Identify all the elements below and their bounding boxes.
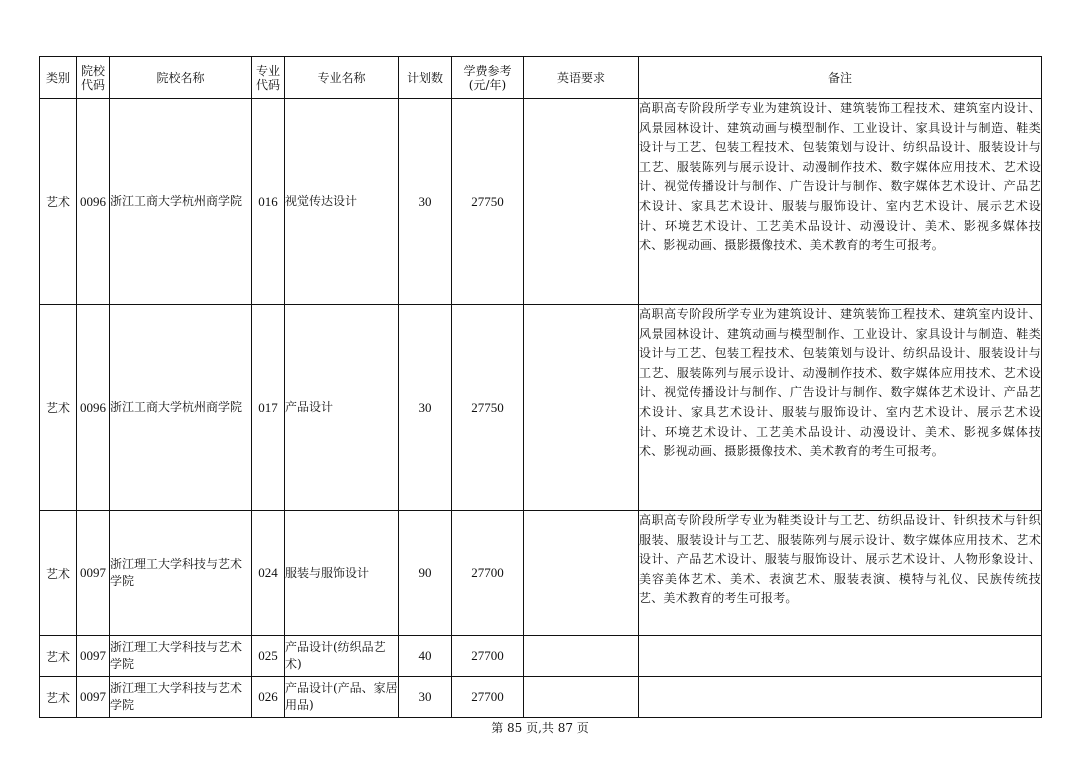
cell-major-name: 产品设计(纺织品艺术): [285, 636, 399, 677]
cell-school-code: 0097: [77, 677, 110, 718]
cell-tuition: 27700: [452, 636, 524, 677]
header-tuition: [452, 57, 524, 99]
cell-category: 艺术: [40, 677, 77, 718]
cell-major-code: 025: [252, 636, 285, 677]
header-school-code-line1: 院校: [80, 63, 105, 78]
cell-school-code: 0096: [77, 305, 110, 511]
table-row: [40, 677, 1042, 718]
cell-plan: 40: [399, 636, 452, 677]
cell-remarks: 高职高专阶段所学专业为建筑设计、建筑装饰工程技术、建筑室内设计、风景园林设计、建筑动画与模型制作、工业设计、家具设计与制造、鞋类设计与工艺、包装工程技术、包装策划与设计、纺织品设计、服装设计与工艺、服装陈列与展示设计、动漫制作技术、数字媒体应用技术、艺术设计、视觉传播设计与制作、广告设计与制作、数字媒体艺术设计、产品艺术设计、家具艺术设计、服装与服饰设计、室内艺术设计、展示艺术设计、环境艺术设计、工艺美术品设计、动漫设计、美术、影视多媒体技术、影视动画、摄影摄像技术、美术教育的考生可报考。: [639, 99, 1042, 305]
cell-school-code: 0096: [77, 99, 110, 305]
cell-major-code: 024: [252, 511, 285, 636]
cell-school-name: 浙江理工大学科技与艺术学院: [110, 677, 252, 718]
cell-school-name: 浙江工商大学杭州商学院: [110, 305, 252, 511]
cell-remarks: 高职高专阶段所学专业为鞋类设计与工艺、纺织品设计、针织技术与针织服装、服装设计与工艺、服装陈列与展示设计、数字媒体应用技术、艺术设计、产品艺术设计、服装与服饰设计、展示艺术设计、人物形象设计、美容美体艺术、美术、表演艺术、服装表演、模特与礼仪、民族传统技艺、美术教育的考生可报考。: [639, 511, 1042, 636]
cell-english: [524, 99, 639, 305]
header-major-name: 专业名称: [285, 57, 399, 99]
cell-major-code: 026: [252, 677, 285, 718]
cell-remarks: [639, 677, 1042, 718]
cell-major-code: 017: [252, 305, 285, 511]
cell-plan: 90: [399, 511, 452, 636]
cell-tuition: 27700: [452, 677, 524, 718]
cell-school-name: 浙江理工大学科技与艺术学院: [110, 511, 252, 636]
admission-plan-table: [39, 56, 1042, 718]
header-category: 类别: [40, 57, 77, 99]
cell-category: 艺术: [40, 511, 77, 636]
cell-major-code: 016: [252, 99, 285, 305]
cell-plan: 30: [399, 305, 452, 511]
header-tuition-line2: (元/年): [468, 77, 507, 92]
table-row: [40, 305, 1042, 511]
cell-tuition: 27700: [452, 511, 524, 636]
cell-english: [524, 511, 639, 636]
header-remarks: 备注: [639, 57, 1042, 99]
cell-school-name: 浙江工商大学杭州商学院: [110, 99, 252, 305]
header-major-code-line1: 专业: [255, 63, 280, 78]
header-row: [40, 57, 1042, 99]
cell-plan: 30: [399, 99, 452, 305]
header-school-code: [77, 57, 110, 99]
table-row: [40, 511, 1042, 636]
header-plan: 计划数: [399, 57, 452, 99]
cell-major-name: 产品设计(产品、家居用品): [285, 677, 399, 718]
table-row: [40, 99, 1042, 305]
header-school-code-line2: 代码: [80, 77, 105, 92]
cell-school-code: 0097: [77, 636, 110, 677]
cell-major-name: 视觉传达设计: [285, 99, 399, 305]
cell-school-name: 浙江理工大学科技与艺术学院: [110, 636, 252, 677]
cell-tuition: 27750: [452, 305, 524, 511]
cell-remarks: 高职高专阶段所学专业为建筑设计、建筑装饰工程技术、建筑室内设计、风景园林设计、建筑动画与模型制作、工业设计、家具设计与制造、鞋类设计与工艺、包装工程技术、包装策划与设计、纺织品设计、服装设计与工艺、服装陈列与展示设计、动漫制作技术、数字媒体应用技术、艺术设计、视觉传播设计与制作、广告设计与制作、数字媒体艺术设计、产品艺术设计、家具艺术设计、服装与服饰设计、室内艺术设计、展示艺术设计、环境艺术设计、工艺美术品设计、动漫设计、美术、影视多媒体技术、影视动画、摄影摄像技术、美术教育的考生可报考。: [639, 305, 1042, 511]
cell-english: [524, 636, 639, 677]
cell-english: [524, 677, 639, 718]
cell-school-code: 0097: [77, 511, 110, 636]
cell-major-name: 产品设计: [285, 305, 399, 511]
cell-english: [524, 305, 639, 511]
cell-major-name: 服装与服饰设计: [285, 511, 399, 636]
header-tuition-line1: 学费参考: [463, 63, 512, 78]
cell-remarks: [639, 636, 1042, 677]
table-row: [40, 636, 1042, 677]
header-major-code: [252, 57, 285, 99]
cell-plan: 30: [399, 677, 452, 718]
page-number: 第 85 页,共 87 页: [491, 721, 589, 735]
header-english: 英语要求: [524, 57, 639, 99]
cell-category: 艺术: [40, 99, 77, 305]
header-school-name: 院校名称: [110, 57, 252, 99]
cell-category: 艺术: [40, 305, 77, 511]
cell-tuition: 27750: [452, 99, 524, 305]
cell-category: 艺术: [40, 636, 77, 677]
header-major-code-line2: 代码: [255, 77, 280, 92]
